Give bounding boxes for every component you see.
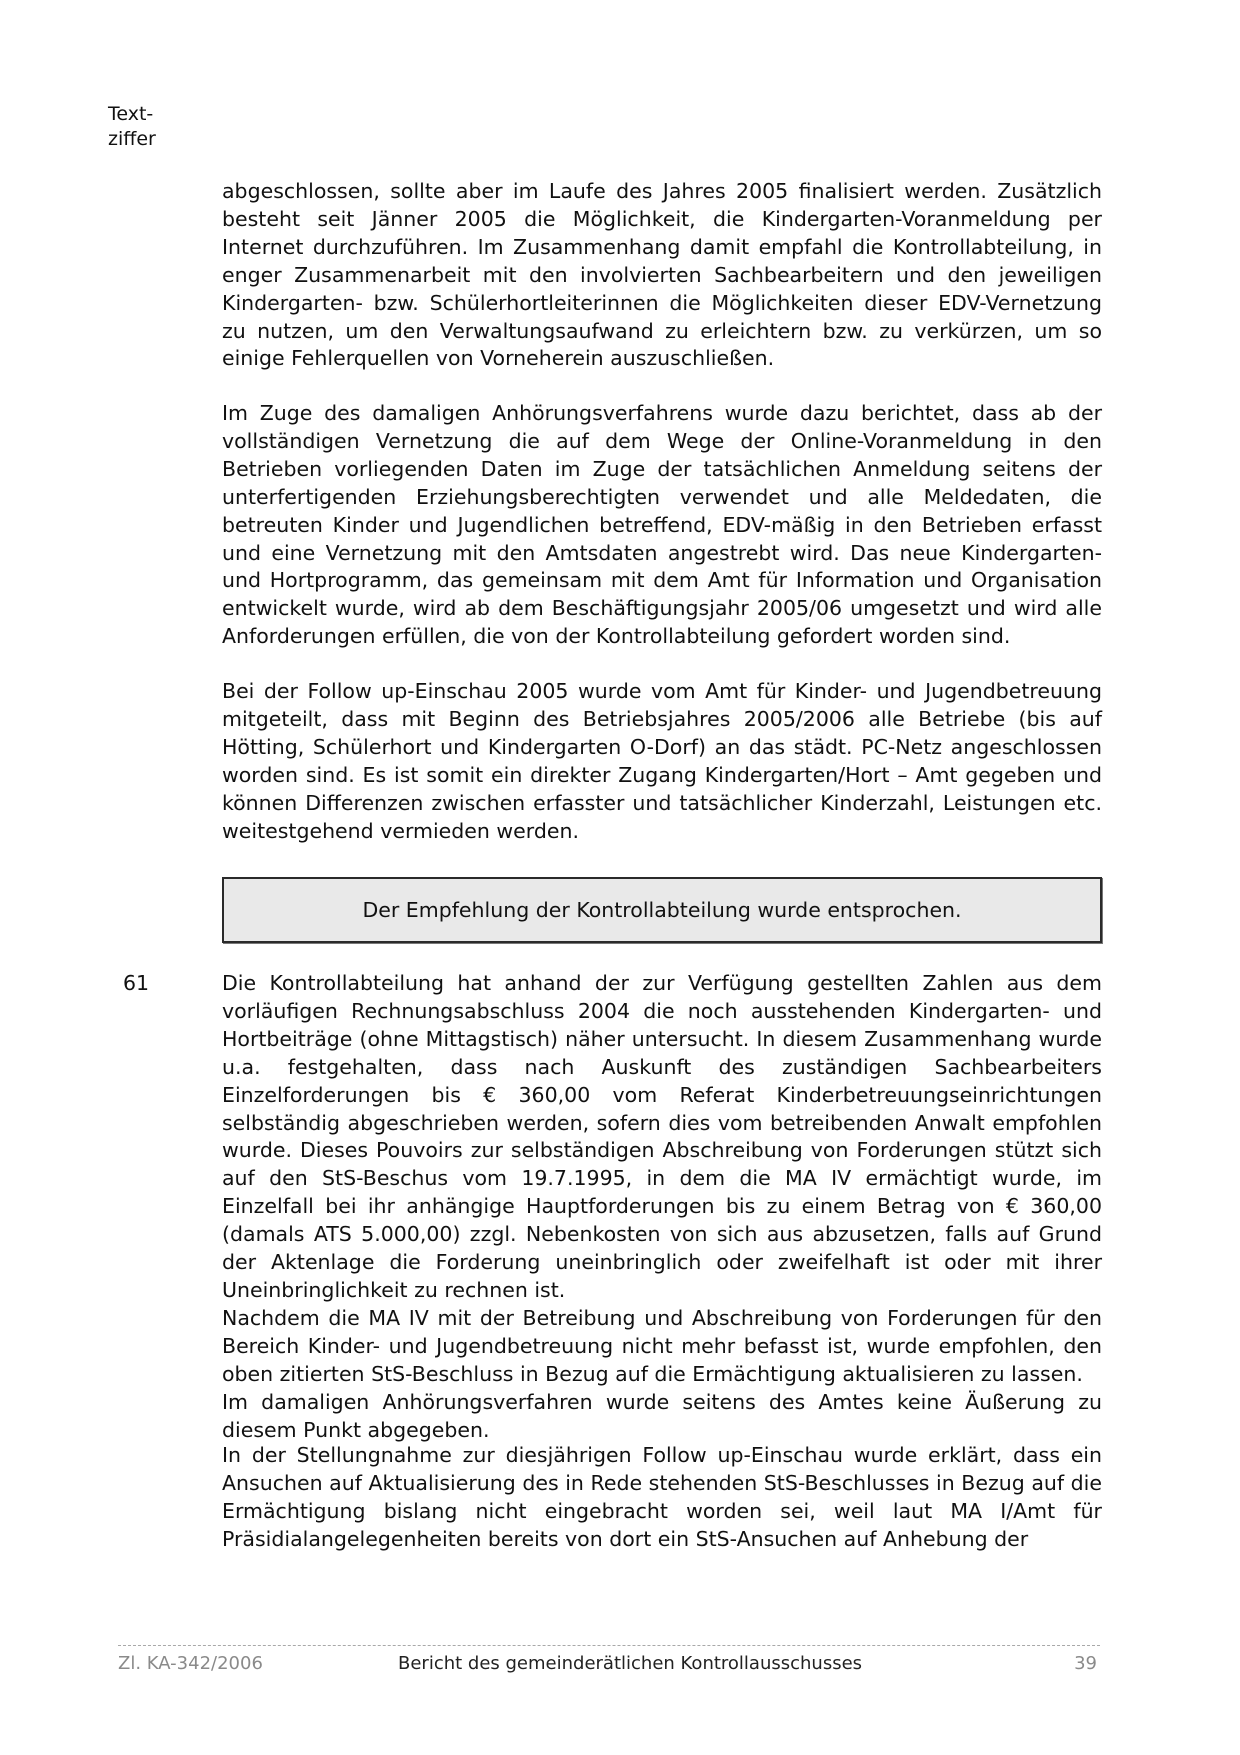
paragraph: Im damaligen Anhörungsverfahren wurde seitens des Amtes keine Äußerung zu diesem Punkt abgegeben. xyxy=(222,1389,1102,1442)
paragraph: abgeschlossen, sollte aber im Laufe des Jahres 2005 finalisiert werden. Zusätzlich besteht seit Jänner 2005 die Möglichkeit, die Kindergarten-Voranmeldung per Internet durchzuführen. Im Zusammenhang damit empfahl die Kontrollabteilung, in enger Zusammenarbeit mit den involvierten Sachbearbeitern und den jeweiligen Kindergarten- bzw. Schülerhortleiterinnen die Möglichkeiten dieser EDV-Vernetzung zu nutzen, um den Verwaltungsaufwand zu erleichtern bzw. zu verkürzen, um so einige Fehlerquellen von Vorneherein auszuschließen. xyxy=(222,179,1102,371)
footer-title: Bericht des gemeinderätlichen Kontrollausschusses xyxy=(398,1653,863,1674)
paragraph: Im Zuge des damaligen Anhörungsverfahrens wurde dazu berichtet, dass ab der vollständigen Vernetzung die auf dem Wege der Online-Voranmeldung in den Betrieben vorliegenden Daten im Zuge der tatsächlichen Anmeldung seitens der unterfertigenden Erziehungsberechtigten verwendet und alle Meldedaten, die betreuten Kinder und Jugendlichen betreffend, EDV-mäßig in den Betrieben erfasst und eine Vernetzung mit den Amtsdaten angestrebt wird. Das neue Kindergarten- und Hortprogramm, das gemeinsam mit dem Amt für Information und Organisation entwickelt wurde, wird ab dem Beschäftigungsjahr 2005/06 umgesetzt und wird alle Anforderungen erfüllen, die von der Kontrollabteilung gefordert worden sind. xyxy=(222,401,1102,649)
paragraph-block-2 xyxy=(222,400,1102,651)
paragraph-block-1 xyxy=(222,178,1102,373)
paragraph: Die Kontrollabteilung hat anhand der zur Verfügung gestellten Zahlen aus dem vorläufigen Rechnungsabschluss 2004 die noch ausstehenden Kindergarten- und Hortbeiträge (ohne Mittagstisch) näher untersucht. In diesem Zusammenhang wurde u.a. festgehalten, dass nach Auskunft des zuständigen Sachbearbeiters Einzelforderungen bis € 360,00 vom Referat Kinderbetreuungseinrichtungen selbständig abgeschrieben werden, sofern dies vom betreibenden Anwalt empfohlen wurde. Dieses Pouvoirs zur selbständigen Abschreibung von Forderungen stützt sich auf den StS-Beschus vom 19.7.1995, in dem die MA IV ermächtigt wurde, im Einzelfall bei ihr anhängige Hauptforderungen bis zu einem Betrag von € 360,00 (damals ATS 5.000,00) zzgl. Nebenkosten von sich aus abzusetzen, falls auf Grund der Aktenlage die Forderung uneinbringlich oder zweifelhaft ist oder mit ihrer Uneinbringlichkeit zu rechnen ist. xyxy=(222,971,1102,1302)
footer-reference: Zl. KA-342/2006 xyxy=(118,1653,263,1674)
paragraph: Nachdem die MA IV mit der Betreibung und Abschreibung von Forderungen für den Bereich Kinder- und Jugendbetreuung nicht mehr befasst ist, wurde empfohlen, den oben zitierten StS-Beschluss in Bezug auf die Ermächtigung aktualisieren zu lassen. xyxy=(222,1305,1102,1386)
paragraph: Bei der Follow up-Einschau 2005 wurde vom Amt für Kinder- und Jugendbetreuung mitgeteilt, dass mit Beginn des Betriebsjahres 2005/2006 alle Betriebe (bis auf Hötting, Schülerhort und Kindergarten O-Dorf) an das städt. PC-Netz angeschlossen worden sind. Es ist somit ein direkter Zugang Kindergarten/Hort – Amt gegeben und können Differenzen zwischen erfasster und tatsächlicher Kinderzahl, Leistungen etc. weitestgehend vermieden werden. xyxy=(222,679,1102,843)
paragraph: In der Stellungnahme zur diesjährigen Follow up-Einschau wurde erklärt, dass ein Ansuchen auf Aktualisierung des in Rede stehenden StS-Beschlusses in Bezug auf die Ermächtigung bislang nicht eingebracht worden sei, weil laut MA I/Amt für Präsidialangelegenheiten bereits von dort ein StS-Ansuchen auf Anhebung der xyxy=(222,1443,1102,1551)
margin-label-line-1: Text- xyxy=(108,103,154,125)
textziffer-number: 61 xyxy=(123,971,150,995)
footer-divider xyxy=(118,1645,1100,1646)
paragraph-block-61-continued xyxy=(222,1442,1102,1554)
recommendation-box xyxy=(222,877,1102,943)
page-number: 39 xyxy=(1074,1653,1097,1674)
paragraph-block-61 xyxy=(222,970,1102,1444)
margin-label-line-2: ziffer xyxy=(108,128,156,150)
recommendation-text: Der Empfehlung der Kontrollabteilung wurde entsprochen. xyxy=(362,898,962,922)
paragraph-block-3 xyxy=(222,678,1102,845)
margin-label-textziffer xyxy=(108,102,156,152)
